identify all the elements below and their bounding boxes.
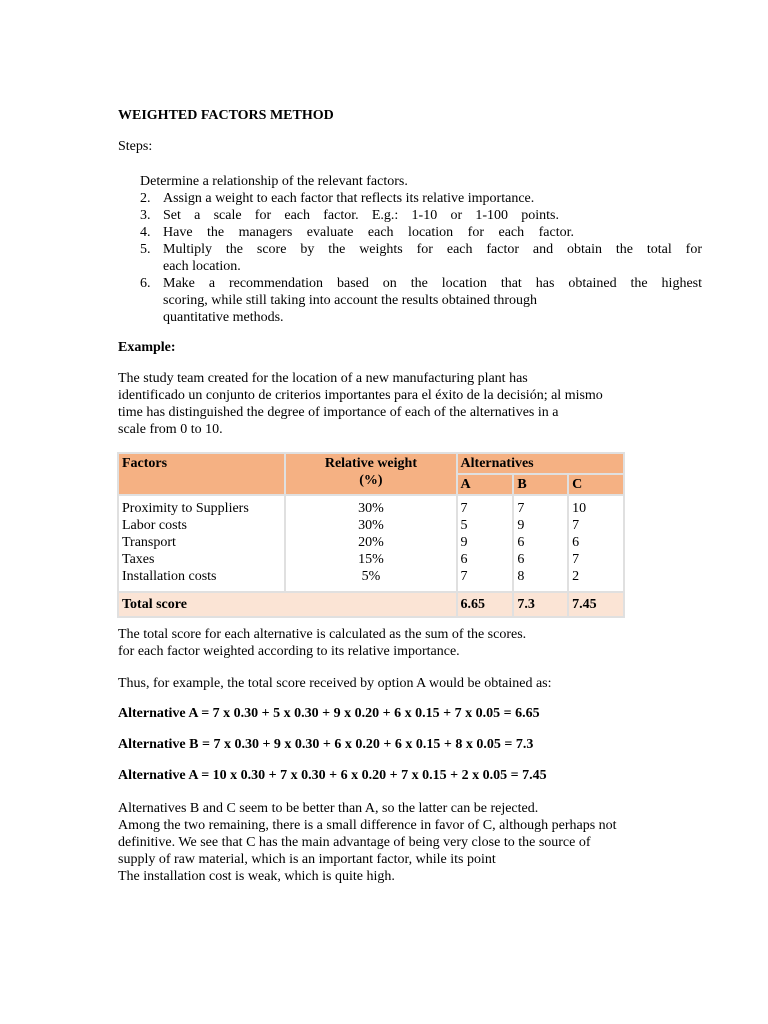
score-b: 9 <box>517 518 525 533</box>
header-weight-unit: (%) <box>359 473 383 488</box>
step-item <box>140 190 702 207</box>
alt-b-scores-cell <box>513 495 568 592</box>
conclusion-line: Among the two remaining, there is a small difference in favor of C, although perhaps not <box>118 818 617 833</box>
table-body-row <box>118 495 624 592</box>
step-text: Have the managers evaluate each location for each factor. <box>163 225 574 240</box>
step-number: 4. <box>140 225 151 240</box>
score-a: 7 <box>460 569 468 584</box>
total-b: 7.3 <box>513 592 568 617</box>
step-text: Make a recommendation based on the location that has obtained the highest <box>163 276 702 291</box>
score-c: 10 <box>572 501 587 516</box>
factor-name: Transport <box>122 535 176 550</box>
explanation-line: for each factor weighted according to its relative importance. <box>118 644 460 659</box>
total-c: 7.45 <box>568 592 624 617</box>
score-b: 6 <box>517 535 525 550</box>
factor-weight: 5% <box>361 569 381 584</box>
header-alt-b: B <box>513 474 568 495</box>
header-alt-a: A <box>457 474 514 495</box>
step-number: 3. <box>140 208 151 223</box>
step-continuation: quantitative methods. <box>163 310 284 325</box>
score-c: 2 <box>572 569 580 584</box>
alt-a-scores-cell <box>457 495 514 592</box>
total-a: 6.65 <box>457 592 514 617</box>
step-text: Determine a relationship of the relevant factors. <box>140 174 408 189</box>
score-b: 6 <box>517 552 525 567</box>
step-text: Set a scale for each factor. E.g.: 1-10 or 1-100 points. <box>163 208 559 223</box>
step-item <box>140 275 702 292</box>
formula-alternative-b: Alternative B = 7 x 0.30 + 9 x 0.30 + 6 x 0.20 + 6 x 0.15 + 8 x 0.05 = 7.3 <box>118 737 534 752</box>
conclusion-line: supply of raw material, which is an important factor, while its point <box>118 852 496 867</box>
header-relative-weight <box>285 453 456 495</box>
score-a: 7 <box>460 501 468 516</box>
score-c: 7 <box>572 518 580 533</box>
step-item <box>140 207 702 224</box>
formula-alternative-c: Alternative A = 10 x 0.30 + 7 x 0.30 + 6 x 0.20 + 7 x 0.15 + 2 x 0.05 = 7.45 <box>118 768 547 783</box>
factor-name: Installation costs <box>122 569 217 584</box>
header-alt-c: C <box>568 474 624 495</box>
step-continuation: each location. <box>163 259 241 274</box>
step-continuation: scoring, while still taking into account the results obtained through <box>163 293 538 308</box>
intro-line: time has distinguished the degree of importance of each of the alternatives in a <box>118 405 559 420</box>
header-factors: Factors <box>118 453 285 495</box>
factor-weight: 30% <box>358 518 384 533</box>
thus-paragraph: Thus, for example, the total score received by option A would be obtained as: <box>118 676 552 691</box>
conclusion-paragraph <box>118 800 663 885</box>
factor-name: Labor costs <box>122 518 187 533</box>
step-text: Assign a weight to each factor that reflects its relative importance. <box>163 191 535 206</box>
conclusion-line: definitive. We see that C has the main advantage of being very close to the source of <box>118 835 591 850</box>
steps-label: Steps: <box>118 139 153 154</box>
weights-cell <box>285 495 456 592</box>
intro-line: identificado un conjunto de criterios importantes para el éxito de la decisión; al mismo <box>118 388 603 403</box>
formula-alternative-a: Alternative A = 7 x 0.30 + 5 x 0.30 + 9 x 0.20 + 6 x 0.15 + 7 x 0.05 = 6.65 <box>118 706 540 721</box>
total-explanation <box>118 626 678 660</box>
intro-line: The study team created for the location of a new manufacturing plant has <box>118 371 528 386</box>
document-title: WEIGHTED FACTORS METHOD <box>118 108 334 123</box>
conclusion-line: Alternatives B and C seem to be better than A, so the latter can be rejected. <box>118 801 539 816</box>
score-c: 7 <box>572 552 580 567</box>
example-label: Example: <box>118 340 176 355</box>
conclusion-line: The installation cost is weak, which is quite high. <box>118 869 395 884</box>
factor-weight: 15% <box>358 552 384 567</box>
factor-weight: 20% <box>358 535 384 550</box>
factor-name: Taxes <box>122 552 155 567</box>
intro-line: scale from 0 to 10. <box>118 422 223 437</box>
step-text: Multiply the score by the weights for each factor and obtain the total for <box>163 242 702 257</box>
step-item <box>140 224 702 241</box>
score-b: 7 <box>517 501 525 516</box>
score-a: 9 <box>460 535 468 550</box>
intro-paragraph <box>118 370 678 438</box>
header-alternatives: Alternatives <box>457 453 624 474</box>
header-weight-label: Relative weight <box>324 456 417 471</box>
score-a: 6 <box>460 552 468 567</box>
step-number: 2. <box>140 191 151 206</box>
score-b: 8 <box>517 569 525 584</box>
explanation-line: The total score for each alternative is calculated as the sum of the scores. <box>118 627 527 642</box>
step-item <box>140 173 702 190</box>
alt-c-scores-cell <box>568 495 624 592</box>
step-number: 5. <box>140 242 151 257</box>
total-label: Total score <box>118 592 457 617</box>
factor-names-cell <box>118 495 285 592</box>
factors-table <box>117 452 625 618</box>
steps-list <box>140 173 702 326</box>
score-c: 6 <box>572 535 580 550</box>
score-a: 5 <box>460 518 468 533</box>
factor-weight: 30% <box>358 501 384 516</box>
step-number: 6. <box>140 276 151 291</box>
total-row <box>118 592 624 617</box>
step-item <box>140 241 702 258</box>
factor-name: Proximity to Suppliers <box>122 501 249 516</box>
